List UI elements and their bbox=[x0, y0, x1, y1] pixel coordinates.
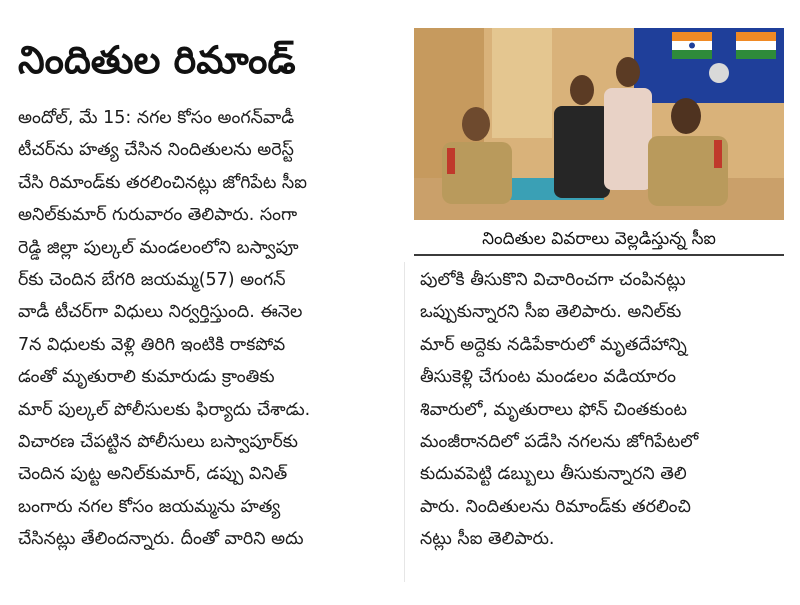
body-line: చెందిన పుట్ట అనిల్‌కుమార్, డప్పు వినిత్ bbox=[18, 464, 288, 485]
body-line: బంగారు నగల కోసం జయమ్మను హత్య bbox=[18, 496, 281, 517]
body-line: శివారులో, మృతురాలు ఫోన్ చింతకుంట bbox=[420, 399, 687, 420]
body-line: ర్‌కు చెందిన బేగరి జయమ్మ(57) అంగన్ bbox=[18, 269, 286, 290]
article-body-left bbox=[18, 102, 396, 555]
photo-caption: నిందితుల వివరాలు వెల్లడిస్తున్న సీఐ bbox=[414, 224, 784, 256]
body-line: రెడ్డి జిల్లా పుల్కల్ మండలంలోని బస్వాపూ bbox=[18, 237, 299, 258]
body-line: అనిల్‌కుమార్ గురువారం తెలిపారు. సంగా bbox=[18, 205, 298, 226]
body-line: ఒప్పుకున్నారని సీఐ తెలిపారు. అనిల్‌కు bbox=[420, 302, 682, 323]
body-line: మార్ పుల్కల్ పోలీసులకు ఫిర్యాదు చేశాడు. bbox=[18, 399, 311, 420]
body-line: తీసుకెళ్లి చేగుంట మండలం వడియారం bbox=[420, 367, 676, 388]
body-line: 7న విధులకు వెళ్లి తిరిగి ఇంటికి రాకపోవ bbox=[18, 334, 286, 355]
body-line: చేసి రిమాండ్‌కు తరలించినట్లు జోగిపేట సీఐ bbox=[18, 172, 307, 193]
body-line: విచారణ చేపట్టిన పోలీసులు బస్వాపూర్‌కు bbox=[18, 431, 298, 452]
body-line: మంజీరానదిలో పడేసి నగలను జోగిపేటలో bbox=[420, 431, 699, 452]
body-line: చేసినట్లు తేలిందన్నారు. దీంతో వారిని అదు bbox=[18, 529, 304, 550]
body-line: టీచర్‌ను హత్య చేసిన నిందితులను అరెస్ట్ bbox=[18, 140, 294, 161]
body-line: కుదువపెట్టి డబ్బులు తీసుకున్నారని తెలి bbox=[420, 464, 687, 485]
column-divider bbox=[404, 262, 405, 582]
body-line: నట్లు సీఐ తెలిపారు. bbox=[420, 529, 555, 550]
body-line: పులోకి తీసుకొని విచారించగా చంపినట్లు bbox=[420, 270, 686, 290]
body-line: డంతో మృతురాలి కుమారుడు క్రాంతికు bbox=[18, 367, 275, 388]
body-line: మార్ అద్దెకు నడిపేకారులో మృతదేహాన్ని bbox=[420, 334, 687, 355]
body-line: పారు. నిందితులను రిమాండ్‌కు తరలించి bbox=[420, 496, 691, 517]
news-photo bbox=[414, 28, 784, 220]
photo-illustration bbox=[414, 28, 784, 220]
article-headline: నిందితుల రిమాండ్ bbox=[18, 38, 296, 82]
body-line: అందోల్, మే 15: నగల కోసం అంగన్‌వాడీ bbox=[18, 108, 295, 128]
article-body-right bbox=[420, 264, 790, 556]
body-line: వాడీ టీచర్‌గా విధులు నిర్వర్తిస్తుంది. ఈనెల bbox=[18, 302, 303, 323]
